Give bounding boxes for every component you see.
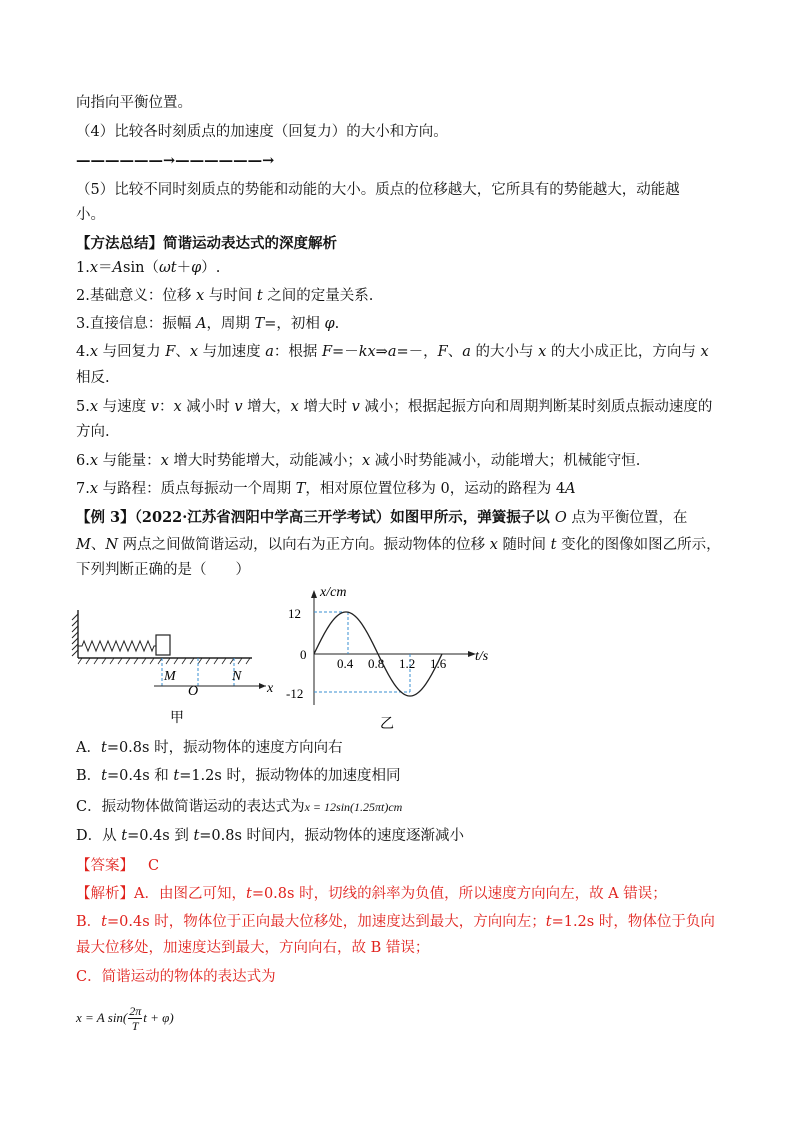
tick-y-neg12: -12 <box>286 686 304 701</box>
option-b: B．t=0.4s 和 t=1.2s 时，振动物体的加速度相同 <box>76 768 401 784</box>
text-line: 小。 <box>76 207 105 223</box>
wall-hatch <box>72 614 78 656</box>
x-axis-arrow <box>259 683 266 689</box>
answer-value: C <box>148 858 160 874</box>
spring <box>78 641 156 651</box>
answer-label: 【答案】 <box>76 858 134 874</box>
figure-yi-chart <box>280 580 510 740</box>
fraction-denominator: T <box>131 1018 139 1033</box>
tick-x-04: 0.4 <box>337 656 354 671</box>
analysis-line: C．简谐运动的物体的表达式为 <box>76 969 276 985</box>
formula-line: 1.x＝Asin（ωt＋φ）. <box>76 260 221 276</box>
answer-line <box>76 856 159 876</box>
tick-x-12: 1.2 <box>399 656 416 671</box>
text-line: 向指向平衡位置。 <box>76 95 192 111</box>
label-M: M <box>164 669 176 684</box>
text-line: 相反. <box>76 370 110 386</box>
tick-x-08: 0.8 <box>368 656 385 671</box>
text-line: 4.x 与回复力 F、x 与加速度 a：根据 F=－kx⇒a=－，F、a 的大小与 x 的大小成正比，方向与 x <box>76 344 709 360</box>
figure-jia <box>70 610 280 730</box>
arrow-line: ——————→——————→ <box>76 152 275 169</box>
text-line: 6.x 与能量：x 增大时势能增大，动能减小；x 减小时势能减小，动能增大；机械能守恒. <box>76 453 641 469</box>
tick-y-12: 12 <box>288 606 301 621</box>
label-N: N <box>232 669 242 684</box>
floor-hatch <box>78 658 250 664</box>
option-c: C．振动物体做简谐运动的表达式为x = 12sin(1.25πt)cm <box>76 799 403 815</box>
y-axis-arrow <box>311 590 317 598</box>
analysis-line: B．t=0.4s 时，物体位于正向最大位移处，加速度达到最大，方向向左；t=1.2s 时，物体位于负向 <box>76 914 715 930</box>
caption-yi: 乙 <box>380 717 394 732</box>
fraction-numerator: 2π <box>129 1003 142 1018</box>
option-c-formula: x = 12sin(1.25πt)cm <box>304 800 403 814</box>
option-a: A．t=0.8s 时，振动物体的速度方向向右 <box>76 740 343 756</box>
caption-jia: 甲 <box>170 711 184 726</box>
text-line: 5.x 与速度 v：x 减小时 v 增大，x 增大时 v 减小；根据起振方向和周期判断某时刻质点振动速度的 <box>76 399 713 415</box>
y-axis-label: x/cm <box>320 585 347 600</box>
analysis-line: 最大位移处，加速度达到最大，方向向右，故 B 错误； <box>76 940 430 956</box>
example-title: 【例 3】（2022·江苏省泗阳中学高三开学考试）如图甲所示，弹簧振子以 O 点为平衡位置，在 <box>76 509 688 526</box>
label-O: O <box>188 684 199 699</box>
text-line: 3.直接信息：振幅 A，周期 T=，初相 φ. <box>76 316 340 332</box>
text-line: 下列判断正确的是（ ） <box>76 562 250 578</box>
text-line: （5）比较不同时刻质点的势能和动能的大小。质点的位移越大，它所具有的势能越大，动能越 <box>76 182 680 198</box>
analysis-line: 【解析】A．由图乙可知，t=0.8s 时，切线的斜率为负值，所以速度方向向左，故 A 错误； <box>76 886 667 902</box>
oscillator-block <box>156 635 170 655</box>
tick-x-16: 1.6 <box>430 656 447 671</box>
expression-formula: x = A sin( $\frac{2\pi}{T}$ t + φ) <box>76 1003 174 1033</box>
section-heading: 【方法总结】简谐运动表达式的深度解析 <box>76 235 337 252</box>
text-line: 方向. <box>76 424 110 440</box>
label-x: x <box>267 681 274 696</box>
text-line: （4）比较各时刻质点的加速度（回复力）的大小和方向。 <box>76 124 448 140</box>
option-d: D．从 t=0.4s 到 t=0.8s 时间内，振动物体的速度逐渐减小 <box>76 828 465 844</box>
text-line: M、N 两点之间做简谐运动，以向右为正方向。振动物体的位移 x 随时间 t 变化的图像如图乙所示， <box>76 537 721 553</box>
text-line: 2.基础意义：位移 x 与时间 t 之间的定量关系. <box>76 288 374 304</box>
text-line: 7.x 与路程：质点每振动一个周期 T，相对原位置位移为 0，运动的路程为 4A <box>76 481 576 497</box>
tick-y-0: 0 <box>300 647 307 662</box>
x-axis-label: t/s <box>475 649 489 664</box>
